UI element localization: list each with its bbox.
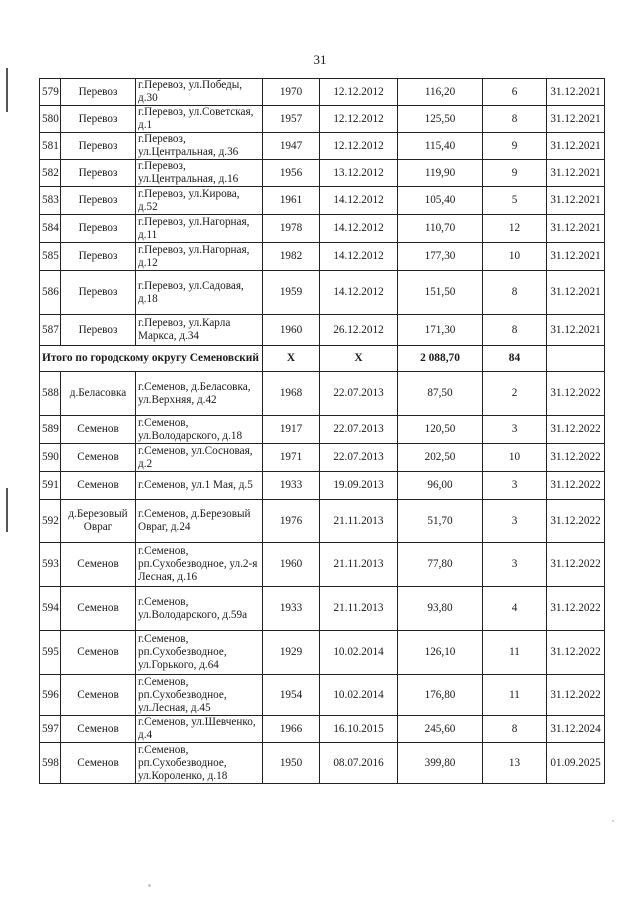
cell-count: 8 bbox=[483, 716, 547, 743]
table-row bbox=[40, 187, 605, 215]
table-row bbox=[40, 79, 605, 106]
cell-address: г.Перевоз, ул.Карла Маркса, д.34 bbox=[136, 315, 263, 346]
cell-date: 12.12.2012 bbox=[320, 79, 398, 106]
cell-term: 31.12.2022 bbox=[547, 675, 605, 716]
cell-row-number: 582 bbox=[40, 160, 61, 187]
table-row bbox=[40, 500, 605, 543]
cell-term: 31.12.2022 bbox=[547, 372, 605, 416]
table-body-semenov bbox=[40, 372, 605, 784]
table-row bbox=[40, 271, 605, 315]
cell-locality: Перевоз bbox=[61, 133, 136, 160]
cell-row-number: 581 bbox=[40, 133, 61, 160]
table-body-perevoz bbox=[40, 79, 605, 346]
cell-locality: Семенов bbox=[61, 675, 136, 716]
cell-locality: Перевоз bbox=[61, 271, 136, 315]
cell-count: 6 bbox=[483, 79, 547, 106]
cell-term: 31.12.2022 bbox=[547, 500, 605, 543]
cell-locality: Перевоз bbox=[61, 79, 136, 106]
cell-row-number: 583 bbox=[40, 187, 61, 215]
cell-area: 119,90 bbox=[398, 160, 483, 187]
cell-count: 3 bbox=[483, 500, 547, 543]
table-body-subtotal bbox=[40, 346, 605, 372]
cell-row-number: 579 bbox=[40, 79, 61, 106]
cell-address: г.Семенов, ул.Володарского, д.59а bbox=[136, 587, 263, 631]
cell-row-number: 580 bbox=[40, 106, 61, 133]
cell-year: 1929 bbox=[263, 631, 320, 675]
cell-year: 1959 bbox=[263, 271, 320, 315]
cell-count: 3 bbox=[483, 416, 547, 444]
cell-address: г.Семенов, ул.1 Мая, д.5 bbox=[136, 472, 263, 500]
cell-area: 87,50 bbox=[398, 372, 483, 416]
cell-date: 08.07.2016 bbox=[320, 743, 398, 784]
cell-year: 1917 bbox=[263, 416, 320, 444]
housing-table bbox=[39, 78, 605, 784]
table-row bbox=[40, 587, 605, 631]
cell-count: 2 bbox=[483, 372, 547, 416]
cell-address: г.Семенов, рп.Сухобезводное, ул.Короленко, д.18 bbox=[136, 743, 263, 784]
cell-locality: Перевоз bbox=[61, 106, 136, 133]
cell-address: г.Семенов, ул.Сосновая, д.2 bbox=[136, 444, 263, 472]
cell-address: г.Перевоз, ул.Садовая, д.18 bbox=[136, 271, 263, 315]
cell-row-number: 586 bbox=[40, 271, 61, 315]
cell-year: 1961 bbox=[263, 187, 320, 215]
cell-year: 1960 bbox=[263, 543, 320, 587]
cell-locality: Семенов bbox=[61, 444, 136, 472]
subtotal-term bbox=[547, 346, 605, 372]
cell-area: 171,30 bbox=[398, 315, 483, 346]
table-row bbox=[40, 315, 605, 346]
cell-address: г.Перевоз, ул.Нагорная, д.11 bbox=[136, 215, 263, 243]
cell-date: 21.11.2013 bbox=[320, 587, 398, 631]
cell-date: 16.10.2015 bbox=[320, 716, 398, 743]
cell-area: 51,70 bbox=[398, 500, 483, 543]
cell-area: 93,80 bbox=[398, 587, 483, 631]
cell-term: 31.12.2022 bbox=[547, 416, 605, 444]
cell-date: 14.12.2012 bbox=[320, 243, 398, 271]
cell-count: 4 bbox=[483, 587, 547, 631]
cell-row-number: 594 bbox=[40, 587, 61, 631]
cell-term: 31.12.2021 bbox=[547, 79, 605, 106]
cell-year: 1933 bbox=[263, 587, 320, 631]
cell-address: г.Перевоз, ул.Кирова, д.52 bbox=[136, 187, 263, 215]
cell-area: 110,70 bbox=[398, 215, 483, 243]
cell-date: 22.07.2013 bbox=[320, 372, 398, 416]
cell-area: 202,50 bbox=[398, 444, 483, 472]
cell-term: 31.12.2022 bbox=[547, 444, 605, 472]
table-row bbox=[40, 215, 605, 243]
cell-locality: Семенов bbox=[61, 416, 136, 444]
table-row bbox=[40, 716, 605, 743]
cell-count: 5 bbox=[483, 187, 547, 215]
subtotal-year: X bbox=[263, 346, 320, 372]
cell-area: 125,50 bbox=[398, 106, 483, 133]
cell-count: 10 bbox=[483, 243, 547, 271]
cell-date: 21.11.2013 bbox=[320, 500, 398, 543]
table-row bbox=[40, 160, 605, 187]
cell-address: г.Семенов, д.Беласовка, ул.Верхняя, д.42 bbox=[136, 372, 263, 416]
subtotal-area: 2 088,70 bbox=[398, 346, 483, 372]
cell-area: 399,80 bbox=[398, 743, 483, 784]
cell-row-number: 589 bbox=[40, 416, 61, 444]
cell-locality: д.Березовый Овраг bbox=[61, 500, 136, 543]
cell-count: 3 bbox=[483, 543, 547, 587]
cell-date: 22.07.2013 bbox=[320, 444, 398, 472]
cell-count: 8 bbox=[483, 106, 547, 133]
cell-count: 3 bbox=[483, 472, 547, 500]
cell-year: 1970 bbox=[263, 79, 320, 106]
cell-year: 1982 bbox=[263, 243, 320, 271]
cell-row-number: 598 bbox=[40, 743, 61, 784]
table-row bbox=[40, 106, 605, 133]
cell-area: 77,80 bbox=[398, 543, 483, 587]
cell-address: г.Семенов, д.Березовый Овраг, д.24 bbox=[136, 500, 263, 543]
cell-year: 1966 bbox=[263, 716, 320, 743]
cell-area: 105,40 bbox=[398, 187, 483, 215]
scan-margin-mark bbox=[6, 488, 8, 532]
cell-term: 31.12.2022 bbox=[547, 543, 605, 587]
cell-year: 1947 bbox=[263, 133, 320, 160]
table-row bbox=[40, 416, 605, 444]
cell-term: 31.12.2021 bbox=[547, 106, 605, 133]
cell-term: 31.12.2021 bbox=[547, 315, 605, 346]
cell-count: 11 bbox=[483, 631, 547, 675]
cell-date: 12.12.2012 bbox=[320, 106, 398, 133]
cell-term: 31.12.2021 bbox=[547, 133, 605, 160]
cell-term: 31.12.2021 bbox=[547, 243, 605, 271]
cell-date: 22.07.2013 bbox=[320, 416, 398, 444]
cell-row-number: 587 bbox=[40, 315, 61, 346]
cell-term: 31.12.2021 bbox=[547, 160, 605, 187]
cell-locality: Семенов bbox=[61, 631, 136, 675]
table-row bbox=[40, 631, 605, 675]
cell-address: г.Семенов, рп.Сухобезводное, ул.Лесная, д.45 bbox=[136, 675, 263, 716]
cell-address: г.Семенов, рп.Сухобезводное, ул.2-я Лесная, д.16 bbox=[136, 543, 263, 587]
cell-year: 1971 bbox=[263, 444, 320, 472]
subtotal-label: Итого по городскому округу Семеновский bbox=[40, 346, 263, 372]
cell-year: 1968 bbox=[263, 372, 320, 416]
cell-area: 96,00 bbox=[398, 472, 483, 500]
table-row bbox=[40, 743, 605, 784]
cell-area: 176,80 bbox=[398, 675, 483, 716]
cell-term: 01.09.2025 bbox=[547, 743, 605, 784]
cell-address: г.Семенов, рп.Сухобезводное, ул.Горького, д.64 bbox=[136, 631, 263, 675]
cell-address: г.Перевоз, ул.Центральная, д.16 bbox=[136, 160, 263, 187]
cell-year: 1933 bbox=[263, 472, 320, 500]
subtotal-date: X bbox=[320, 346, 398, 372]
cell-date: 14.12.2012 bbox=[320, 215, 398, 243]
scan-speck bbox=[612, 820, 614, 822]
cell-area: 115,40 bbox=[398, 133, 483, 160]
scan-margin-mark bbox=[6, 68, 8, 112]
table-row bbox=[40, 372, 605, 416]
cell-count: 8 bbox=[483, 271, 547, 315]
cell-locality: Перевоз bbox=[61, 215, 136, 243]
cell-locality: Перевоз bbox=[61, 243, 136, 271]
page-number: 31 bbox=[313, 52, 327, 67]
cell-year: 1954 bbox=[263, 675, 320, 716]
cell-address: г.Перевоз, ул.Нагорная, д.12 bbox=[136, 243, 263, 271]
cell-address: г.Семенов, ул.Шевченко, д.4 bbox=[136, 716, 263, 743]
cell-date: 26.12.2012 bbox=[320, 315, 398, 346]
cell-area: 245,60 bbox=[398, 716, 483, 743]
cell-year: 1960 bbox=[263, 315, 320, 346]
cell-count: 10 bbox=[483, 444, 547, 472]
cell-locality: Перевоз bbox=[61, 160, 136, 187]
cell-count: 8 bbox=[483, 315, 547, 346]
cell-date: 21.11.2013 bbox=[320, 543, 398, 587]
cell-row-number: 596 bbox=[40, 675, 61, 716]
cell-row-number: 585 bbox=[40, 243, 61, 271]
cell-term: 31.12.2022 bbox=[547, 631, 605, 675]
cell-year: 1950 bbox=[263, 743, 320, 784]
cell-row-number: 591 bbox=[40, 472, 61, 500]
cell-row-number: 584 bbox=[40, 215, 61, 243]
table-row bbox=[40, 472, 605, 500]
cell-date: 14.12.2012 bbox=[320, 187, 398, 215]
cell-date: 12.12.2012 bbox=[320, 133, 398, 160]
subtotal-row bbox=[40, 346, 605, 372]
cell-locality: д.Беласовка bbox=[61, 372, 136, 416]
cell-term: 31.12.2022 bbox=[547, 587, 605, 631]
cell-area: 116,20 bbox=[398, 79, 483, 106]
cell-year: 1978 bbox=[263, 215, 320, 243]
cell-area: 120,50 bbox=[398, 416, 483, 444]
cell-locality: Семенов bbox=[61, 472, 136, 500]
cell-year: 1956 bbox=[263, 160, 320, 187]
cell-date: 13.12.2012 bbox=[320, 160, 398, 187]
cell-area: 126,10 bbox=[398, 631, 483, 675]
cell-date: 19.09.2013 bbox=[320, 472, 398, 500]
cell-row-number: 593 bbox=[40, 543, 61, 587]
cell-locality: Семенов bbox=[61, 543, 136, 587]
cell-address: г.Перевоз, ул.Победы, д.30 bbox=[136, 79, 263, 106]
cell-date: 14.12.2012 bbox=[320, 271, 398, 315]
table-row bbox=[40, 675, 605, 716]
cell-term: 31.12.2021 bbox=[547, 271, 605, 315]
cell-row-number: 595 bbox=[40, 631, 61, 675]
cell-term: 31.12.2021 bbox=[547, 215, 605, 243]
table-row bbox=[40, 243, 605, 271]
table-row bbox=[40, 133, 605, 160]
scan-speck bbox=[148, 884, 151, 887]
cell-locality: Семенов bbox=[61, 716, 136, 743]
cell-date: 10.02.2014 bbox=[320, 675, 398, 716]
cell-term: 31.12.2022 bbox=[547, 472, 605, 500]
table-row bbox=[40, 444, 605, 472]
table-row bbox=[40, 543, 605, 587]
cell-area: 177,30 bbox=[398, 243, 483, 271]
cell-address: г.Перевоз, ул.Советская, д.1 bbox=[136, 106, 263, 133]
cell-count: 9 bbox=[483, 160, 547, 187]
cell-address: г.Семенов, ул.Володарского, д.18 bbox=[136, 416, 263, 444]
cell-count: 9 bbox=[483, 133, 547, 160]
cell-row-number: 588 bbox=[40, 372, 61, 416]
cell-count: 11 bbox=[483, 675, 547, 716]
cell-count: 13 bbox=[483, 743, 547, 784]
housing-table-container bbox=[39, 78, 604, 784]
cell-address: г.Перевоз, ул.Центральная, д.36 bbox=[136, 133, 263, 160]
cell-year: 1957 bbox=[263, 106, 320, 133]
cell-locality: Перевоз bbox=[61, 187, 136, 215]
cell-locality: Перевоз bbox=[61, 315, 136, 346]
cell-row-number: 590 bbox=[40, 444, 61, 472]
cell-count: 12 bbox=[483, 215, 547, 243]
cell-year: 1976 bbox=[263, 500, 320, 543]
cell-area: 151,50 bbox=[398, 271, 483, 315]
cell-locality: Семенов bbox=[61, 743, 136, 784]
cell-term: 31.12.2024 bbox=[547, 716, 605, 743]
cell-row-number: 592 bbox=[40, 500, 61, 543]
cell-date: 10.02.2014 bbox=[320, 631, 398, 675]
cell-term: 31.12.2021 bbox=[547, 187, 605, 215]
cell-row-number: 597 bbox=[40, 716, 61, 743]
cell-locality: Семенов bbox=[61, 587, 136, 631]
subtotal-count: 84 bbox=[483, 346, 547, 372]
